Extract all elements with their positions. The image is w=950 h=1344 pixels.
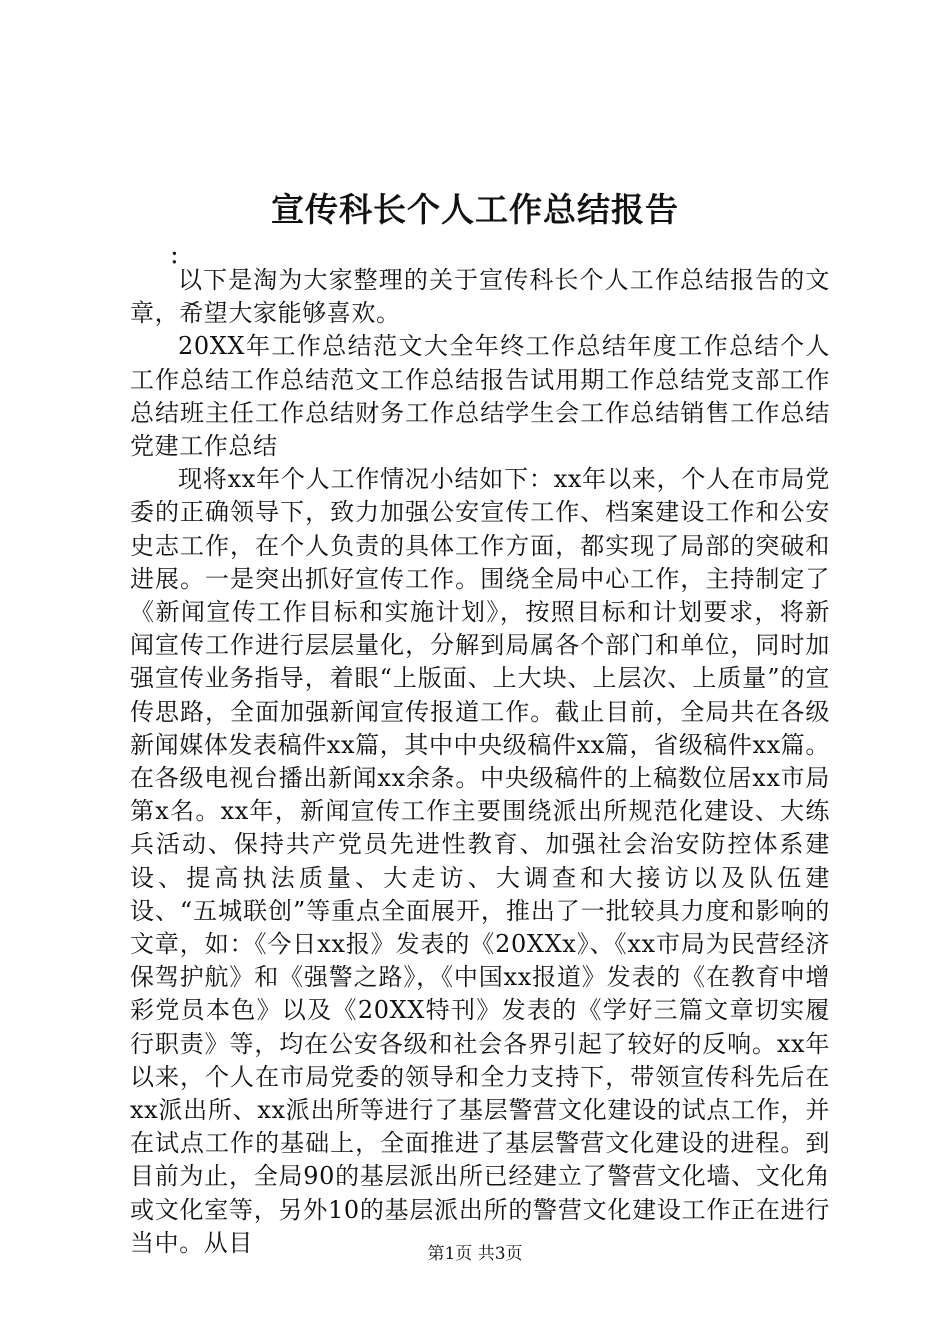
intro-paragraph: 以下是淘为大家整理的关于宣传科长个人工作总结报告的文章，希望大家能够喜欢。 — [130, 266, 830, 328]
summary-paragraph: 现将xx年个人工作情况小结如下：xx年以来，个人在市局党委的正确领导下，致力加强公安宣传工作、档案建设工作和公安史志工作，在个人负责的具体工作方面，都实现了局部的突破和进展。一是突出抓好宣传工作。围绕全局中心工作，主持制定了《新闻宣传工作目标和实施计划》，按照目标和计划要求，将新闻宣传工作进行层层量化，分解到局属各个部门和单位，同时加强宣传业务指导，着眼“上版面、上大块、上层次、上质量”的宣传思路，全面加强新闻宣传报道工作。截止目前，全局共在各级新闻媒体发表稿件xx篇，其中中央级稿件xx篇，省级稿件xx篇。在各级电视台播出新闻xx余条。中央级稿件的上稿数位居xx市局第x名。xx年，新闻宣传工作主要围绕派出所规范化建设、大练兵活动、保持共产党员先进性教育、加强社会治安防控体系建设、提高执法质量、大走访、大调查和大接访以及队伍建设、“五城联创”等重点全面展开，推出了一批较具力度和影响的文章，如：《今日xx报》发表的《20XXx》、《xx市局为民营经济保驾护航》和《强警之路》，《中国xx报道》发表的《在教育中增彩党员本色》以及《20XX特刊》发表的《学好三篇文章切实履行职责》等，均在公安各级和社会各界引起了较好的反响。xx年以来，个人在市局党委的领导和全力支持下，带领宣传科先后在xx派出所、xx派出所等进行了基层警营文化建设的试点工作，并在试点工作的基础上，全面推进了基层警营文化建设的进程。到目前为止，全局90的基层派出所已经建立了警营文化墙、文化角或文化室等，另外10的基层派出所的警营文化建设工作正在进行当中。从目 — [130, 465, 830, 1257]
document-body — [130, 264, 830, 1260]
document-title: 宣传科长个人工作总结报告 — [271, 190, 679, 229]
keywords-paragraph: 20XX年工作总结范文大全年终工作总结年度工作总结个人工作总结工作总结范文工作总结报告试用期工作总结党支部工作总结班主任工作总结财务工作总结学生会工作总结销售工作总结党建工作总结 — [130, 332, 830, 461]
page-footer: 第1页 共3页 — [427, 1244, 523, 1264]
subtitle-mark: : — [170, 240, 179, 270]
